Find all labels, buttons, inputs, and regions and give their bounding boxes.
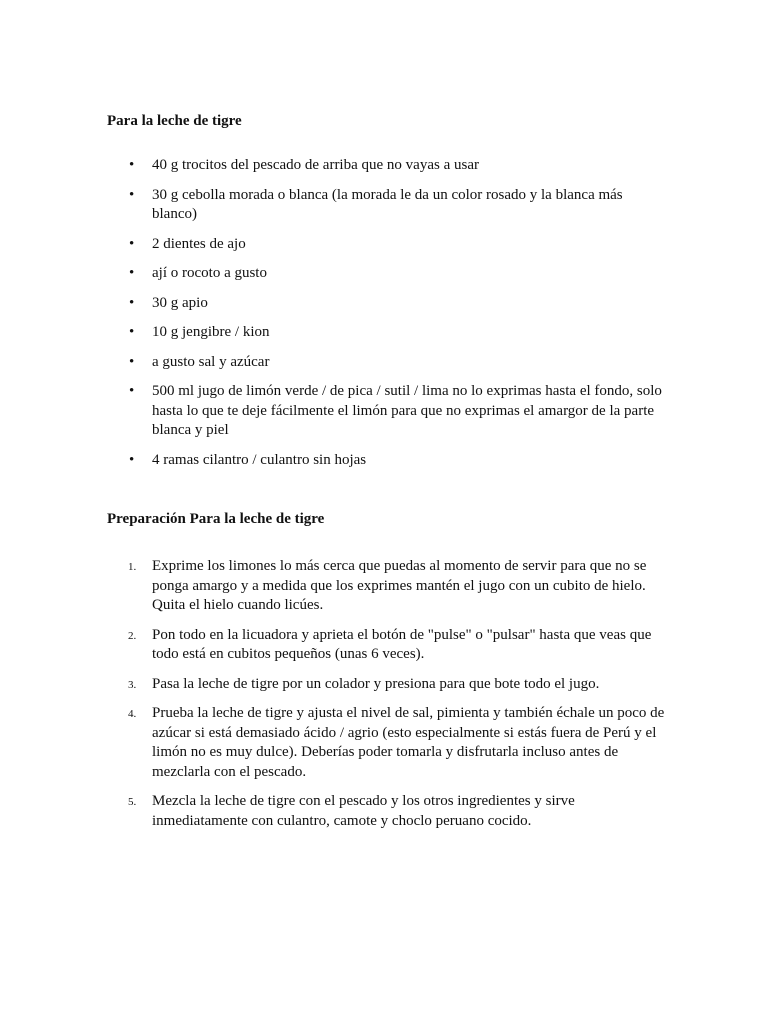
list-item bbox=[107, 264, 667, 284]
list-item bbox=[107, 382, 667, 441]
preparation-steps bbox=[107, 557, 667, 841]
step-text: Mezcla la leche de tigre con el pescado y los otros ingredientes y sirve inmediatamente con culantro, camote y choclo peruano cocido. bbox=[152, 793, 575, 829]
step-text: Exprime los limones lo más cerca que puedas al momento de servir para que no se ponga amargo y a medida que los exprimes mantén el jugo con un cubito de hielo. Quita el hielo cuando licúes. bbox=[152, 558, 647, 613]
list-item bbox=[107, 626, 667, 665]
step-text: Pon todo en la licuadora y aprieta el botón de "pulse" o "pulsar" hasta que veas que todo está en cubitos pequeños (unas 6 veces). bbox=[152, 626, 652, 662]
bullet-icon: • bbox=[129, 294, 135, 311]
bullet-icon: • bbox=[129, 324, 135, 340]
ingredient-text: 4 ramas cilantro / culantro sin hojas bbox=[152, 451, 367, 468]
step-number: 3. bbox=[128, 678, 137, 691]
list-item bbox=[107, 704, 667, 782]
ingredient-text: 500 ml jugo de limón verde / de pica / sutil / lima no lo exprimas hasta el fondo, solo hasta lo que te deje fácilmente el limón para que no exprimas el amargor de la parte blanca y piel bbox=[152, 383, 662, 438]
ingredients-list bbox=[107, 156, 667, 480]
ingredient-text: 30 g cebolla morada o blanca (la morada le da un color rosado y la blanca más blanco) bbox=[152, 186, 623, 222]
bullet-icon: • bbox=[129, 265, 135, 281]
step-number: 2. bbox=[128, 629, 137, 642]
list-item bbox=[107, 557, 667, 616]
list-item bbox=[107, 353, 667, 373]
ingredient-text: 10 g jengibre / kion bbox=[152, 324, 270, 340]
step-number: 1. bbox=[128, 561, 137, 573]
bullet-icon: • bbox=[129, 157, 135, 173]
ingredient-text: 2 dientes de ajo bbox=[152, 235, 246, 252]
list-item bbox=[107, 323, 667, 343]
ingredients-heading: Para la leche de tigre bbox=[107, 113, 242, 129]
step-text: Pasa la leche de tigre por un colador y presiona para que bote todo el jugo. bbox=[152, 675, 600, 692]
bullet-icon: • bbox=[129, 353, 135, 370]
bullet-icon: • bbox=[129, 383, 135, 399]
list-item bbox=[107, 235, 667, 255]
bullet-icon: • bbox=[129, 451, 135, 468]
step-number: 5. bbox=[128, 796, 137, 808]
step-text: Prueba la leche de tigre y ajusta el nivel de sal, pimienta y también échale un poco de azúcar si está demasiado ácido / agrio (esto especialmente si estás fuera de Perú y el limón no es muy dulce). Deberías poder tomarla y disfrutarla incluso antes de mezclarla con el pescado. bbox=[152, 705, 665, 780]
list-item bbox=[107, 294, 667, 314]
ingredient-text: a gusto sal y azúcar bbox=[152, 353, 270, 370]
ingredient-text: 30 g apio bbox=[152, 294, 208, 311]
bullet-icon: • bbox=[129, 235, 135, 252]
step-number: 4. bbox=[128, 708, 137, 720]
ingredient-text: 40 g trocitos del pescado de arriba que no vayas a usar bbox=[152, 157, 479, 173]
ingredient-text: ají o rocoto a gusto bbox=[152, 265, 267, 281]
list-item bbox=[107, 156, 667, 176]
list-item bbox=[107, 186, 667, 225]
bullet-icon: • bbox=[129, 186, 135, 203]
preparation-heading: Preparación Para la leche de tigre bbox=[107, 511, 325, 527]
list-item bbox=[107, 675, 667, 695]
list-item bbox=[107, 451, 667, 471]
list-item bbox=[107, 792, 667, 831]
